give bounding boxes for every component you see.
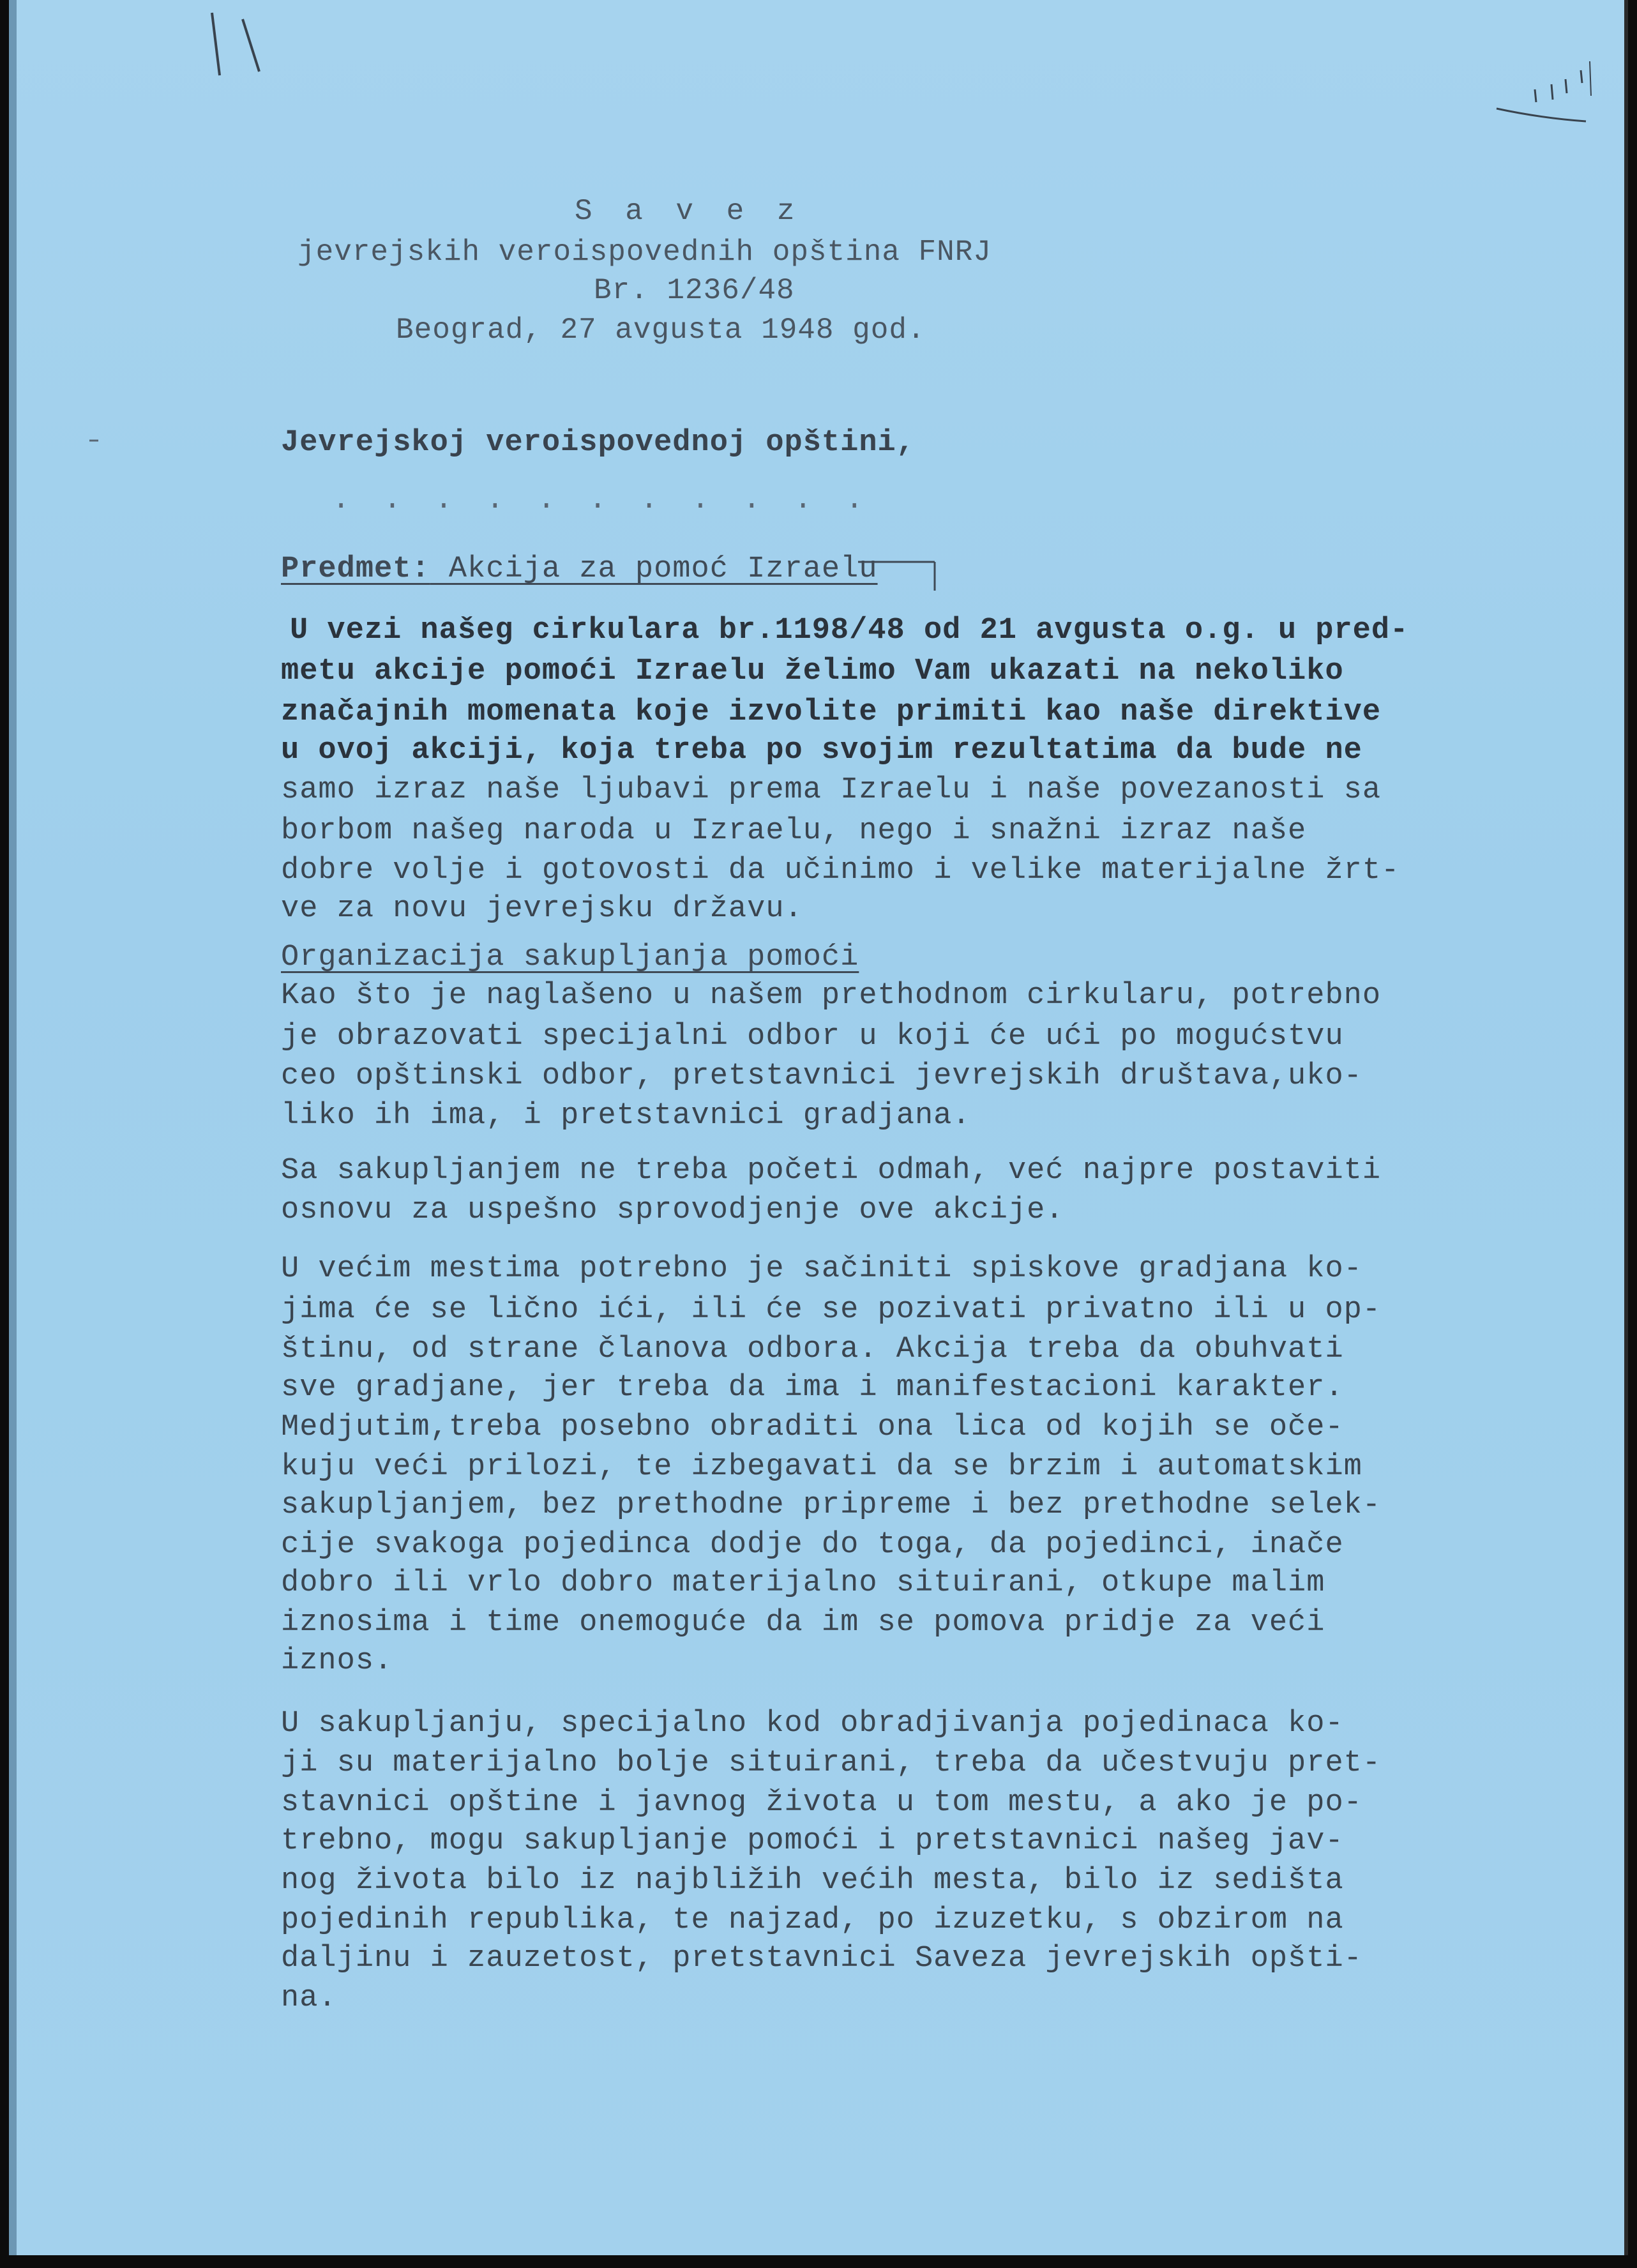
text-line: ve za novu jevrejsku državu.	[281, 892, 803, 926]
text-line: u ovoj akciji, koja treba po svojim rezultatima da bude ne	[281, 734, 1362, 767]
text-line: jima će se lično ići, ili će se pozivati privatno ili u op-	[281, 1293, 1382, 1327]
text-line: U sakupljanju, specijalno kod obradjivanja pojedinaca ko-	[281, 1707, 1344, 1741]
text-line: sve gradjane, jer treba da ima i manifestacioni karakter.	[281, 1371, 1344, 1405]
text-line: ceo opštinski odbor, pretstavnici jevrejskih društava,uko-	[281, 1059, 1362, 1093]
text-line: iznos.	[281, 1644, 393, 1678]
text-line: štinu, od strane članova odbora. Akcija treba da obuhvati	[281, 1333, 1344, 1366]
text-line: dobre volje i gotovosti da učinimo i velike materijalne žrt-	[281, 854, 1400, 888]
text-line: pojedinih republika, te najzad, po izuzetku, s obzirom na	[281, 1903, 1344, 1937]
text-line: U većim mestima potrebno je sačiniti spiskove gradjana ko-	[281, 1252, 1362, 1286]
text-line: značajnih momenata koje izvolite primiti kao naše direktive	[281, 695, 1382, 729]
text-line: daljinu i zauzetost, pretstavnici Saveza jevrejskih opšti-	[281, 1942, 1362, 1976]
text-line: cije svakoga pojedinca dodje do toga, da pojedinci, inače	[281, 1528, 1344, 1562]
subject-label: Predmet:	[281, 552, 430, 586]
text-line: dobro ili vrlo dobro materijalno situirani, otkupe malim	[281, 1566, 1325, 1600]
text-line: na.	[281, 1981, 337, 2015]
subject-line	[281, 554, 878, 584]
text-line: nog života bilo iz najbližih većih mesta, bilo iz sedišta	[281, 1864, 1344, 1898]
recipient-blank: . . . . . . . . . . .	[332, 483, 871, 517]
document-page	[9, 0, 1628, 2255]
text-line: stavnici opštine i javnog života u tom mestu, a ako je po-	[281, 1786, 1362, 1820]
text-line: ji su materijalno bolje situirani, treba da učestvuju pret-	[281, 1746, 1382, 1780]
org-name-line1: S a v e z	[575, 195, 803, 228]
text-line: samo izraz naše ljubavi prema Izraelu i naše povezanosti sa	[281, 773, 1382, 807]
recipient: Jevrejskoj veroispovednoj opštini,	[281, 426, 915, 460]
text-line: sakupljanjem, bez prethodne pripreme i bez prethodne selek-	[281, 1488, 1382, 1522]
place-date: Beograd, 27 avgusta 1948 god.	[396, 314, 926, 347]
text-line: liko ih ima, i pretstavnici gradjana.	[281, 1099, 971, 1133]
text-line: Medjutim,treba posebno obraditi ona lica od kojih se oče-	[281, 1410, 1344, 1444]
document-text	[9, 0, 1624, 2255]
text-line: kuju veći prilozi, te izbegavati da se brzim i automatskim	[281, 1450, 1362, 1484]
text-line: osnovu za uspešno sprovodjenje ove akcije.	[281, 1193, 1064, 1227]
section-heading: Organizacija sakupljanja pomoći	[281, 941, 859, 974]
reference-number: Br. 1236/48	[594, 274, 795, 307]
text-line: trebno, mogu sakupljanje pomoći i pretstavnici našeg jav-	[281, 1824, 1344, 1858]
text-line: je obrazovati specijalni odbor u koji će ući po mogućstvu	[281, 1020, 1344, 1054]
text-line: borbom našeg naroda u Izraelu, nego i snažni izraz naše	[281, 814, 1307, 848]
text-line: iznosima i time onemoguće da im se pomova pridje za veći	[281, 1606, 1325, 1640]
org-name-line2: jevrejskih veroispovednih opština FNRJ	[298, 236, 992, 269]
text-line: Kao što je naglašeno u našem prethodnom cirkularu, potrebno	[281, 979, 1382, 1013]
text-line: Sa sakupljanjem ne treba početi odmah, već najpre postaviti	[281, 1154, 1382, 1188]
text-line: U vezi našeg cirkulara br.1198/48 od 21 avgusta o.g. u pred-	[290, 614, 1409, 647]
subject-text: Akcija za pomoć Izraelu	[430, 552, 878, 586]
text-line: metu akcije pomoći Izraelu želimo Vam ukazati na nekoliko	[281, 654, 1344, 688]
